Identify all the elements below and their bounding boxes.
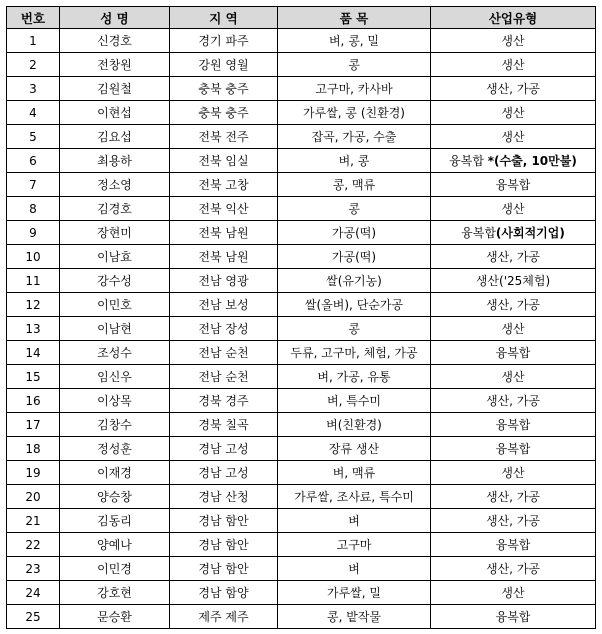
table-row bbox=[7, 125, 596, 149]
cell-name: 양예나 bbox=[60, 533, 170, 557]
cell-no: 18 bbox=[7, 437, 60, 461]
cell-region: 경남 함안 bbox=[170, 533, 278, 557]
table-row bbox=[7, 581, 596, 605]
cell-item: 벼 bbox=[278, 509, 431, 533]
cell-region: 충북 충주 bbox=[170, 101, 278, 125]
cell-region: 전북 전주 bbox=[170, 125, 278, 149]
cell-type: 생산 bbox=[431, 461, 596, 485]
cell-name: 이재경 bbox=[60, 461, 170, 485]
cell-name: 이상목 bbox=[60, 389, 170, 413]
cell-type: 생산, 가공 bbox=[431, 509, 596, 533]
cell-item: 잡곡, 가공, 수출 bbox=[278, 125, 431, 149]
cell-region: 전북 익산 bbox=[170, 197, 278, 221]
cell-item: 벼, 콩 bbox=[278, 149, 431, 173]
cell-no: 23 bbox=[7, 557, 60, 581]
table-row bbox=[7, 101, 596, 125]
cell-type: 생산 bbox=[431, 101, 596, 125]
cell-region: 경남 함양 bbox=[170, 581, 278, 605]
cell-item: 고구마 bbox=[278, 533, 431, 557]
cell-name: 조성수 bbox=[60, 341, 170, 365]
cell-item: 벼, 특수미 bbox=[278, 389, 431, 413]
cell-name: 정성훈 bbox=[60, 437, 170, 461]
cell-type: 융복합 bbox=[431, 173, 596, 197]
cell-no: 6 bbox=[7, 149, 60, 173]
cell-name: 김경호 bbox=[60, 197, 170, 221]
cell-type bbox=[431, 221, 596, 245]
cell-region: 전남 순천 bbox=[170, 341, 278, 365]
header-row bbox=[7, 7, 596, 29]
cell-no: 12 bbox=[7, 293, 60, 317]
cell-item: 가공(떡) bbox=[278, 221, 431, 245]
table-row bbox=[7, 365, 596, 389]
header-name: 성 명 bbox=[60, 7, 170, 29]
cell-type: 생산, 가공 bbox=[431, 485, 596, 509]
table-row bbox=[7, 245, 596, 269]
cell-type-text: 융복합 bbox=[449, 154, 488, 168]
cell-type: 생산 bbox=[431, 53, 596, 77]
cell-region: 전북 임실 bbox=[170, 149, 278, 173]
cell-item: 콩, 맥류 bbox=[278, 173, 431, 197]
cell-no: 22 bbox=[7, 533, 60, 557]
table-row bbox=[7, 53, 596, 77]
cell-type: 생산 bbox=[431, 29, 596, 53]
cell-region: 전남 장성 bbox=[170, 317, 278, 341]
cell-name: 김요섭 bbox=[60, 125, 170, 149]
cell-item: 콩 bbox=[278, 317, 431, 341]
table-row bbox=[7, 557, 596, 581]
cell-no: 1 bbox=[7, 29, 60, 53]
cell-no: 5 bbox=[7, 125, 60, 149]
cell-name: 강호현 bbox=[60, 581, 170, 605]
cell-type-text: 융복합 bbox=[461, 226, 496, 240]
table-row bbox=[7, 29, 596, 53]
cell-no: 2 bbox=[7, 53, 60, 77]
table-row bbox=[7, 269, 596, 293]
cell-name: 강수성 bbox=[60, 269, 170, 293]
table-row bbox=[7, 317, 596, 341]
cell-item: 쌀(올벼), 단순가공 bbox=[278, 293, 431, 317]
table-row bbox=[7, 197, 596, 221]
table-row bbox=[7, 509, 596, 533]
cell-no: 14 bbox=[7, 341, 60, 365]
cell-no: 24 bbox=[7, 581, 60, 605]
cell-no: 16 bbox=[7, 389, 60, 413]
cell-name: 이민경 bbox=[60, 557, 170, 581]
table-row bbox=[7, 437, 596, 461]
cell-item: 벼, 맥류 bbox=[278, 461, 431, 485]
cell-item: 가공(떡) bbox=[278, 245, 431, 269]
cell-region: 경남 고성 bbox=[170, 461, 278, 485]
table-row bbox=[7, 461, 596, 485]
cell-item: 콩, 밭작물 bbox=[278, 605, 431, 629]
cell-region: 전남 영광 bbox=[170, 269, 278, 293]
cell-item: 콩 bbox=[278, 53, 431, 77]
cell-type: 생산 bbox=[431, 317, 596, 341]
cell-no: 20 bbox=[7, 485, 60, 509]
cell-no: 15 bbox=[7, 365, 60, 389]
table-row bbox=[7, 341, 596, 365]
cell-name: 임신우 bbox=[60, 365, 170, 389]
cell-no: 8 bbox=[7, 197, 60, 221]
cell-region: 경남 함안 bbox=[170, 509, 278, 533]
cell-type: 융복합 bbox=[431, 437, 596, 461]
header-region: 지 역 bbox=[170, 7, 278, 29]
cell-type: 융복합 bbox=[431, 341, 596, 365]
cell-name: 신경호 bbox=[60, 29, 170, 53]
cell-region: 경북 경주 bbox=[170, 389, 278, 413]
cell-name: 김원철 bbox=[60, 77, 170, 101]
table-header bbox=[7, 7, 596, 29]
cell-no: 10 bbox=[7, 245, 60, 269]
cell-name: 문승환 bbox=[60, 605, 170, 629]
cell-name: 김창수 bbox=[60, 413, 170, 437]
cell-type: 생산, 가공 bbox=[431, 245, 596, 269]
cell-region: 경남 함안 bbox=[170, 557, 278, 581]
table-row bbox=[7, 389, 596, 413]
cell-type bbox=[431, 149, 596, 173]
cell-item: 두류, 고구마, 체험, 가공 bbox=[278, 341, 431, 365]
cell-item: 고구마, 카사바 bbox=[278, 77, 431, 101]
cell-item: 벼(친환경) bbox=[278, 413, 431, 437]
cell-no: 4 bbox=[7, 101, 60, 125]
table-row bbox=[7, 533, 596, 557]
cell-no: 19 bbox=[7, 461, 60, 485]
cell-no: 7 bbox=[7, 173, 60, 197]
table-row bbox=[7, 77, 596, 101]
cell-item: 벼 bbox=[278, 557, 431, 581]
table-row bbox=[7, 221, 596, 245]
cell-region: 경북 칠곡 bbox=[170, 413, 278, 437]
cell-type-emphasis: (사회적기업) bbox=[495, 226, 565, 240]
cell-name: 전창원 bbox=[60, 53, 170, 77]
cell-region: 전남 순천 bbox=[170, 365, 278, 389]
header-item: 품 목 bbox=[278, 7, 431, 29]
table-row bbox=[7, 173, 596, 197]
cell-type: 생산 bbox=[431, 581, 596, 605]
cell-item: 가루쌀, 조사료, 특수미 bbox=[278, 485, 431, 509]
cell-no: 17 bbox=[7, 413, 60, 437]
table-row bbox=[7, 485, 596, 509]
header-no: 번호 bbox=[7, 7, 60, 29]
cell-type: 생산, 가공 bbox=[431, 77, 596, 101]
header-type: 산업유형 bbox=[431, 7, 596, 29]
cell-name: 김동리 bbox=[60, 509, 170, 533]
farmer-table bbox=[6, 6, 596, 629]
cell-type-emphasis: *(수출, 10만불) bbox=[487, 154, 577, 168]
cell-name: 정소영 bbox=[60, 173, 170, 197]
cell-name: 최용하 bbox=[60, 149, 170, 173]
cell-type: 생산 bbox=[431, 197, 596, 221]
table-row bbox=[7, 413, 596, 437]
cell-region: 전북 남원 bbox=[170, 245, 278, 269]
cell-region: 경기 파주 bbox=[170, 29, 278, 53]
cell-region: 경남 산청 bbox=[170, 485, 278, 509]
cell-item: 가루쌀, 밀 bbox=[278, 581, 431, 605]
cell-type: 생산, 가공 bbox=[431, 293, 596, 317]
cell-no: 21 bbox=[7, 509, 60, 533]
cell-name: 이현섭 bbox=[60, 101, 170, 125]
cell-type: 생산 bbox=[431, 125, 596, 149]
cell-name: 양승창 bbox=[60, 485, 170, 509]
cell-item: 쌀(유기농) bbox=[278, 269, 431, 293]
table-body bbox=[7, 29, 596, 629]
cell-no: 3 bbox=[7, 77, 60, 101]
cell-type: 융복합 bbox=[431, 413, 596, 437]
cell-no: 25 bbox=[7, 605, 60, 629]
cell-no: 13 bbox=[7, 317, 60, 341]
cell-type: 생산('25체험) bbox=[431, 269, 596, 293]
cell-region: 제주 제주 bbox=[170, 605, 278, 629]
cell-type: 생산, 가공 bbox=[431, 557, 596, 581]
cell-region: 강원 영월 bbox=[170, 53, 278, 77]
cell-region: 전북 남원 bbox=[170, 221, 278, 245]
cell-item: 벼, 가공, 유통 bbox=[278, 365, 431, 389]
cell-type: 생산 bbox=[431, 365, 596, 389]
cell-no: 11 bbox=[7, 269, 60, 293]
table-row bbox=[7, 605, 596, 629]
table-row bbox=[7, 293, 596, 317]
cell-name: 이남현 bbox=[60, 317, 170, 341]
cell-no: 9 bbox=[7, 221, 60, 245]
cell-item: 벼, 콩, 밀 bbox=[278, 29, 431, 53]
cell-item: 가루쌀, 콩 (친환경) bbox=[278, 101, 431, 125]
cell-region: 전남 보성 bbox=[170, 293, 278, 317]
cell-item: 장류 생산 bbox=[278, 437, 431, 461]
cell-type: 생산, 가공 bbox=[431, 389, 596, 413]
cell-type: 융복합 bbox=[431, 605, 596, 629]
cell-name: 이남효 bbox=[60, 245, 170, 269]
cell-type: 융복합 bbox=[431, 533, 596, 557]
cell-region: 경남 고성 bbox=[170, 437, 278, 461]
cell-name: 이민호 bbox=[60, 293, 170, 317]
cell-region: 전북 고창 bbox=[170, 173, 278, 197]
cell-region: 충북 충주 bbox=[170, 77, 278, 101]
table-row bbox=[7, 149, 596, 173]
cell-name: 장현미 bbox=[60, 221, 170, 245]
cell-item: 콩 bbox=[278, 197, 431, 221]
